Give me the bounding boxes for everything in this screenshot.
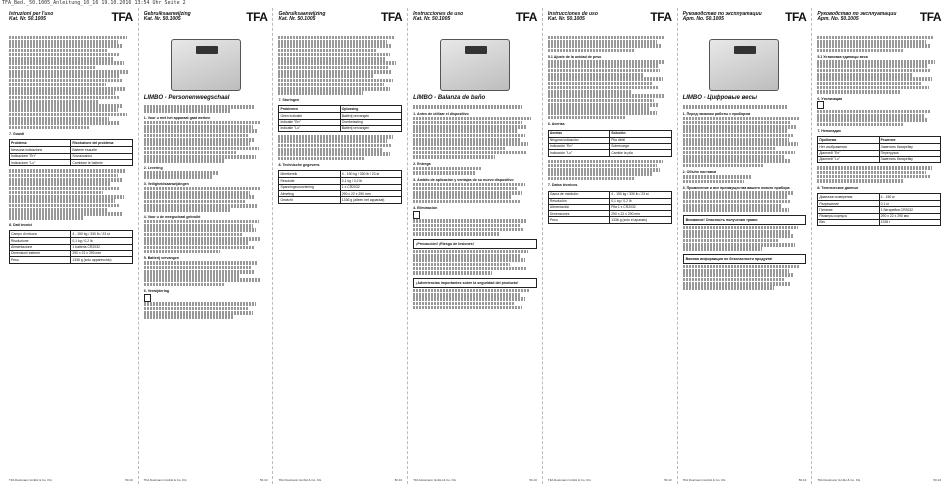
specs-table bbox=[817, 193, 941, 226]
footer-page: 50.10 bbox=[394, 477, 403, 482]
footer-page: 50.10 bbox=[529, 477, 537, 482]
tfa-logo: TFA bbox=[380, 10, 403, 24]
table-row bbox=[10, 153, 132, 159]
tfa-logo: TFA bbox=[919, 10, 942, 24]
section-heading: 6. Averías bbox=[547, 122, 565, 127]
catalog-number: Kat. Nr. 50.1005 bbox=[9, 16, 46, 22]
section-heading: 7. Guasti bbox=[9, 132, 25, 137]
warning-box: ¡Advertencias importantes sobre la seguridad del producto! bbox=[413, 278, 537, 288]
table-cell: Peso bbox=[11, 257, 19, 262]
table-header-cell: Risoluzione del problema bbox=[70, 140, 131, 146]
tfa-logo: TFA bbox=[515, 10, 537, 24]
column-title: Istruzioni per l'uso bbox=[9, 11, 54, 17]
specs-table bbox=[278, 170, 402, 203]
recycle-bin-icon bbox=[413, 211, 420, 219]
table-row bbox=[818, 200, 940, 206]
warning-box: Внимание! Опасность получения травм: bbox=[683, 215, 807, 225]
table-cell: Alimentación bbox=[549, 205, 570, 210]
column-title: Instrucciones de uso bbox=[413, 11, 464, 17]
table-row bbox=[818, 156, 940, 162]
footer-company: TFA Dostmann GmbH & Co. KG bbox=[9, 477, 52, 482]
table-header-row bbox=[818, 137, 940, 143]
table-cell: Nessuna indicazione bbox=[11, 147, 43, 152]
table-header-cell: Проблема bbox=[819, 137, 837, 142]
column-footer bbox=[9, 478, 133, 482]
table-cell: Перегрузка bbox=[879, 151, 940, 156]
section-heading: 1. Перед началом работы с прибором bbox=[682, 111, 751, 116]
table-cell: Sovraccarico bbox=[70, 154, 131, 159]
table-cell: 4 - 150 kg / 330 lb / 23 st bbox=[340, 171, 401, 177]
catalog-number: Kat. Nr. 50.1005 bbox=[143, 16, 181, 22]
table-row bbox=[10, 237, 132, 243]
table-row bbox=[549, 192, 671, 198]
table-cell: Batterie esaurite bbox=[70, 147, 131, 152]
table-row bbox=[279, 196, 401, 202]
column-footer bbox=[144, 478, 268, 482]
table-row bbox=[818, 206, 940, 212]
product-title: LIMBO - Personenweegschaal bbox=[143, 95, 230, 101]
footer-page: 50.10 bbox=[933, 477, 942, 482]
table-cell: Indicazione "Err" bbox=[11, 154, 37, 159]
column-italian bbox=[4, 8, 139, 484]
table-cell: 4 - 150 kg / 330 lb / 23 st bbox=[70, 231, 131, 237]
section-heading: 6. Утилизация bbox=[817, 96, 843, 101]
scale-image bbox=[171, 39, 241, 91]
manual-columns bbox=[4, 8, 946, 484]
table-cell: Peso bbox=[549, 217, 558, 222]
footer-company: TFA Dostmann GmbH & Co. KG bbox=[143, 477, 187, 482]
footer-page: 50.10 bbox=[125, 477, 133, 482]
column-title: Gebruiksaanwijzing bbox=[143, 11, 191, 17]
section-heading: 8. Dati tecnici bbox=[9, 223, 33, 228]
specs-table bbox=[9, 230, 133, 263]
table-row bbox=[549, 143, 671, 149]
footer-company: TFA Dostmann GmbH & Co. KG bbox=[547, 477, 591, 482]
scale-image bbox=[709, 39, 779, 91]
table-row bbox=[279, 184, 401, 190]
table-header-row bbox=[279, 106, 401, 112]
specs-table bbox=[548, 191, 672, 224]
table-row bbox=[10, 146, 132, 152]
section-heading: 8. Технические данные bbox=[817, 185, 859, 190]
table-cell: 1336 g (alleen het apparaat) bbox=[340, 197, 401, 202]
table-cell: 1 x CR2032 bbox=[340, 185, 401, 190]
table-cell: Risoluzione bbox=[11, 238, 29, 243]
table-cell: Indicazione "Lo" bbox=[11, 160, 36, 165]
table-row bbox=[279, 119, 401, 125]
footer-page: 50.10 bbox=[664, 477, 672, 482]
table-row bbox=[10, 250, 132, 256]
troubleshooting-table bbox=[817, 136, 941, 163]
section-heading: 4. Voor u de weegschaal gebruikt bbox=[143, 214, 201, 219]
section-heading: 7. Datos técnicos bbox=[547, 183, 578, 188]
column-header bbox=[413, 11, 537, 35]
column-russian-2 bbox=[812, 8, 946, 484]
section-heading: 2. Entrega bbox=[413, 161, 431, 166]
section-heading: 5.1 Установка единицы веса bbox=[817, 55, 868, 60]
section-heading: 8. Technische gegevens bbox=[278, 163, 320, 168]
recycle-bin-icon bbox=[817, 101, 824, 109]
table-cell: Batterij vervangen bbox=[340, 126, 401, 131]
footer-company: TFA Dostmann GmbH & Co. KG bbox=[413, 477, 457, 482]
table-cell: 290 x 22 x 290 mm bbox=[609, 211, 670, 216]
table-cell: Overbelasting bbox=[340, 120, 401, 125]
tfa-logo: TFA bbox=[650, 10, 672, 24]
footer-company: TFA Dostmann GmbH & Co. KG bbox=[817, 477, 861, 482]
table-cell: Batterij vervangen bbox=[340, 113, 401, 118]
column-russian-1 bbox=[678, 8, 813, 484]
section-heading: 3. Ámbito de aplicación y ventajas de su nuevo dispositivo bbox=[413, 177, 514, 182]
section-heading: 5.1 Ajuste de la unidad de peso bbox=[547, 55, 602, 60]
table-row bbox=[10, 231, 132, 237]
table-row bbox=[549, 216, 671, 222]
table-cell: Cambiare le batterie bbox=[70, 160, 131, 165]
column-footer bbox=[548, 478, 672, 482]
table-cell: 290 x 22 x 290 мм bbox=[879, 214, 940, 219]
table-cell: Диапазон измерения bbox=[819, 194, 853, 199]
scale-image bbox=[440, 39, 510, 91]
table-row bbox=[549, 149, 671, 155]
column-header bbox=[683, 11, 807, 35]
warning-box: ¡Precaución! ¡Riesgo de lesiones! bbox=[413, 239, 537, 249]
table-cell: Заменить батарейку bbox=[879, 157, 940, 162]
section-heading: 2. Levering bbox=[143, 165, 163, 170]
table-cell: 290 x 22 x 290 mm bbox=[70, 251, 131, 256]
catalog-number: Kat. Nr. 50.1005 bbox=[547, 16, 585, 22]
table-header-cell: Problemen bbox=[280, 106, 298, 111]
column-spanish-2 bbox=[543, 8, 678, 484]
catalog-number: Арт. No. 50.1005 bbox=[817, 16, 859, 22]
column-footer bbox=[683, 478, 807, 482]
table-cell: Spanningsvoorziening bbox=[280, 185, 314, 190]
table-cell: Cambie la pila bbox=[609, 150, 670, 155]
table-cell: Resolutie bbox=[280, 178, 295, 183]
table-row bbox=[818, 194, 940, 200]
table-row bbox=[818, 219, 940, 225]
table-cell: 0,1 kg / 0,2 lb bbox=[70, 238, 131, 243]
table-row bbox=[279, 125, 401, 131]
column-spanish-1 bbox=[408, 8, 543, 484]
table-row bbox=[279, 190, 401, 196]
column-header bbox=[548, 11, 672, 35]
table-cell: Meetbereik bbox=[280, 171, 298, 176]
table-cell: Resolución bbox=[549, 199, 567, 204]
tfa-logo: TFA bbox=[111, 10, 133, 24]
section-heading: 7. Неполадки bbox=[817, 129, 841, 134]
catalog-number: Kat. Nr. 50.1005 bbox=[413, 16, 451, 22]
table-cell: 0,1 kg / 0,2 lb bbox=[340, 178, 401, 183]
table-row bbox=[10, 244, 132, 250]
table-header-cell: Problema bbox=[11, 140, 27, 145]
tfa-logo: TFA bbox=[785, 10, 807, 24]
table-cell: Нет изображения bbox=[819, 144, 847, 149]
table-cell: Alimentazione bbox=[11, 245, 33, 250]
table-row bbox=[10, 159, 132, 165]
column-dutch-2 bbox=[273, 8, 408, 484]
section-heading: 1. Voor u met het apparaat gaat werken bbox=[143, 115, 211, 120]
column-dutch-1 bbox=[139, 8, 274, 484]
table-cell: Dimensioni esterne bbox=[11, 251, 41, 256]
table-cell: Afmeting bbox=[280, 191, 294, 196]
table-row bbox=[549, 210, 671, 216]
table-cell: Заменить батарейку bbox=[879, 144, 940, 149]
table-cell: 1 батарейка CR2032 bbox=[879, 207, 940, 212]
column-footer bbox=[413, 478, 537, 482]
table-header-cell: Решение bbox=[879, 137, 940, 143]
footer-company: TFA Dostmann GmbH & Co. KG bbox=[278, 477, 322, 482]
catalog-number: Арт. No. 50.1005 bbox=[682, 16, 724, 22]
table-row bbox=[549, 137, 671, 143]
table-cell: 4 - 150 kg / 330 lb / 23 st bbox=[609, 192, 670, 198]
table-cell: Дисплей "Err" bbox=[819, 151, 841, 156]
table-header-row bbox=[549, 131, 671, 137]
column-footer bbox=[817, 478, 941, 482]
table-header-cell: Solución bbox=[609, 131, 670, 137]
table-cell: Indicatie "Err" bbox=[280, 120, 301, 125]
footer-page: 50.10 bbox=[798, 477, 807, 482]
page-header: TFA_Bed._50.1005_Anleitung_10_16 19.10.2016 13:54 Uhr Seite 2 bbox=[2, 0, 186, 6]
catalog-number: Kat. Nr. 50.1005 bbox=[278, 16, 316, 22]
recycle-bin-icon bbox=[144, 294, 151, 302]
troubleshooting-table bbox=[9, 139, 133, 166]
table-cell: 0,1 кг bbox=[879, 201, 940, 206]
table-cell: Размеры корпуса bbox=[819, 214, 847, 219]
table-cell: Питание bbox=[819, 207, 833, 212]
table-cell: 290 x 22 x 290 mm bbox=[340, 191, 401, 196]
section-heading: 5. Batterij vervangen bbox=[143, 256, 180, 261]
section-heading: 1. Antes de utilizar el dispositivo bbox=[413, 111, 469, 116]
section-heading: 3. Применение и все преимущества вашего нового прибора bbox=[682, 186, 790, 191]
product-title: LIMBO - Цифровые весы bbox=[682, 95, 758, 101]
table-cell: 0,1 kg / 0,2 lb bbox=[609, 199, 670, 204]
table-cell: Pila 1 x CR2032 bbox=[609, 205, 670, 210]
table-cell: Gama de medición bbox=[549, 192, 579, 197]
table-cell: Gewicht bbox=[280, 197, 293, 202]
column-header bbox=[278, 11, 402, 35]
table-cell: Geen indicatie bbox=[280, 113, 303, 118]
table-cell: Дисплей "Lo" bbox=[819, 157, 840, 162]
column-title: Руководство по эксплуатации bbox=[682, 11, 762, 17]
warning-box: Важная информация по безопасности продукта! bbox=[683, 254, 807, 264]
section-heading: 3. Veiligheidsaanwijzingen bbox=[143, 181, 189, 186]
column-header bbox=[144, 11, 268, 35]
table-cell: Ninguna indicación bbox=[549, 138, 579, 143]
product-title: LIMBO - Balanza de baño bbox=[413, 95, 486, 101]
section-heading: 2. Объём поставки bbox=[682, 170, 717, 175]
footer-page: 50.10 bbox=[259, 477, 268, 482]
table-row bbox=[549, 204, 671, 210]
table-cell: 1336 g (solo apparecchio) bbox=[70, 257, 131, 262]
table-row bbox=[279, 171, 401, 177]
table-header-row bbox=[10, 140, 132, 146]
table-row bbox=[818, 143, 940, 149]
table-header-cell: Averías bbox=[549, 131, 563, 136]
table-cell: Dimensiones bbox=[549, 211, 570, 216]
column-footer bbox=[278, 478, 402, 482]
troubleshooting-table bbox=[278, 105, 402, 132]
table-cell: Campo di misura bbox=[11, 231, 37, 236]
table-row bbox=[818, 150, 940, 156]
section-heading: 6. Verwijdering bbox=[143, 289, 170, 294]
column-title: Gebruiksaanwijzing bbox=[278, 11, 326, 17]
table-row bbox=[818, 213, 940, 219]
column-header bbox=[9, 11, 133, 35]
troubleshooting-table bbox=[548, 130, 672, 157]
table-header-cell: Oplossing bbox=[340, 106, 401, 112]
table-row bbox=[549, 198, 671, 204]
footer-company: TFA Dostmann GmbH & Co. KG bbox=[682, 477, 726, 482]
table-cell: 4 - 150 кг bbox=[879, 194, 940, 200]
table-row bbox=[279, 112, 401, 118]
column-header bbox=[817, 11, 941, 35]
table-cell: Indicación "Err" bbox=[549, 144, 574, 149]
table-cell: Разрешение bbox=[819, 201, 839, 206]
section-heading: 7. Storingen bbox=[278, 97, 300, 102]
table-cell: Pila débil bbox=[609, 138, 670, 143]
table-cell: Вес bbox=[819, 220, 826, 225]
table-cell: Indicación "Lo" bbox=[549, 150, 573, 155]
table-cell: 1336 g (solo el aparato) bbox=[609, 217, 670, 222]
table-cell: 1336 г bbox=[879, 220, 940, 225]
table-cell: Sobrecarga bbox=[609, 144, 670, 149]
tfa-logo: TFA bbox=[246, 10, 268, 24]
table-row bbox=[10, 256, 132, 262]
column-title: Руководство по эксплуатации bbox=[817, 11, 897, 17]
table-row bbox=[279, 177, 401, 183]
table-cell: Indicatie "Lo" bbox=[280, 126, 301, 131]
column-title: Instrucciones de uso bbox=[547, 11, 598, 17]
section-heading: 4. Eliminación bbox=[413, 206, 438, 211]
table-cell: 1 batteria CR2032 bbox=[70, 245, 131, 250]
